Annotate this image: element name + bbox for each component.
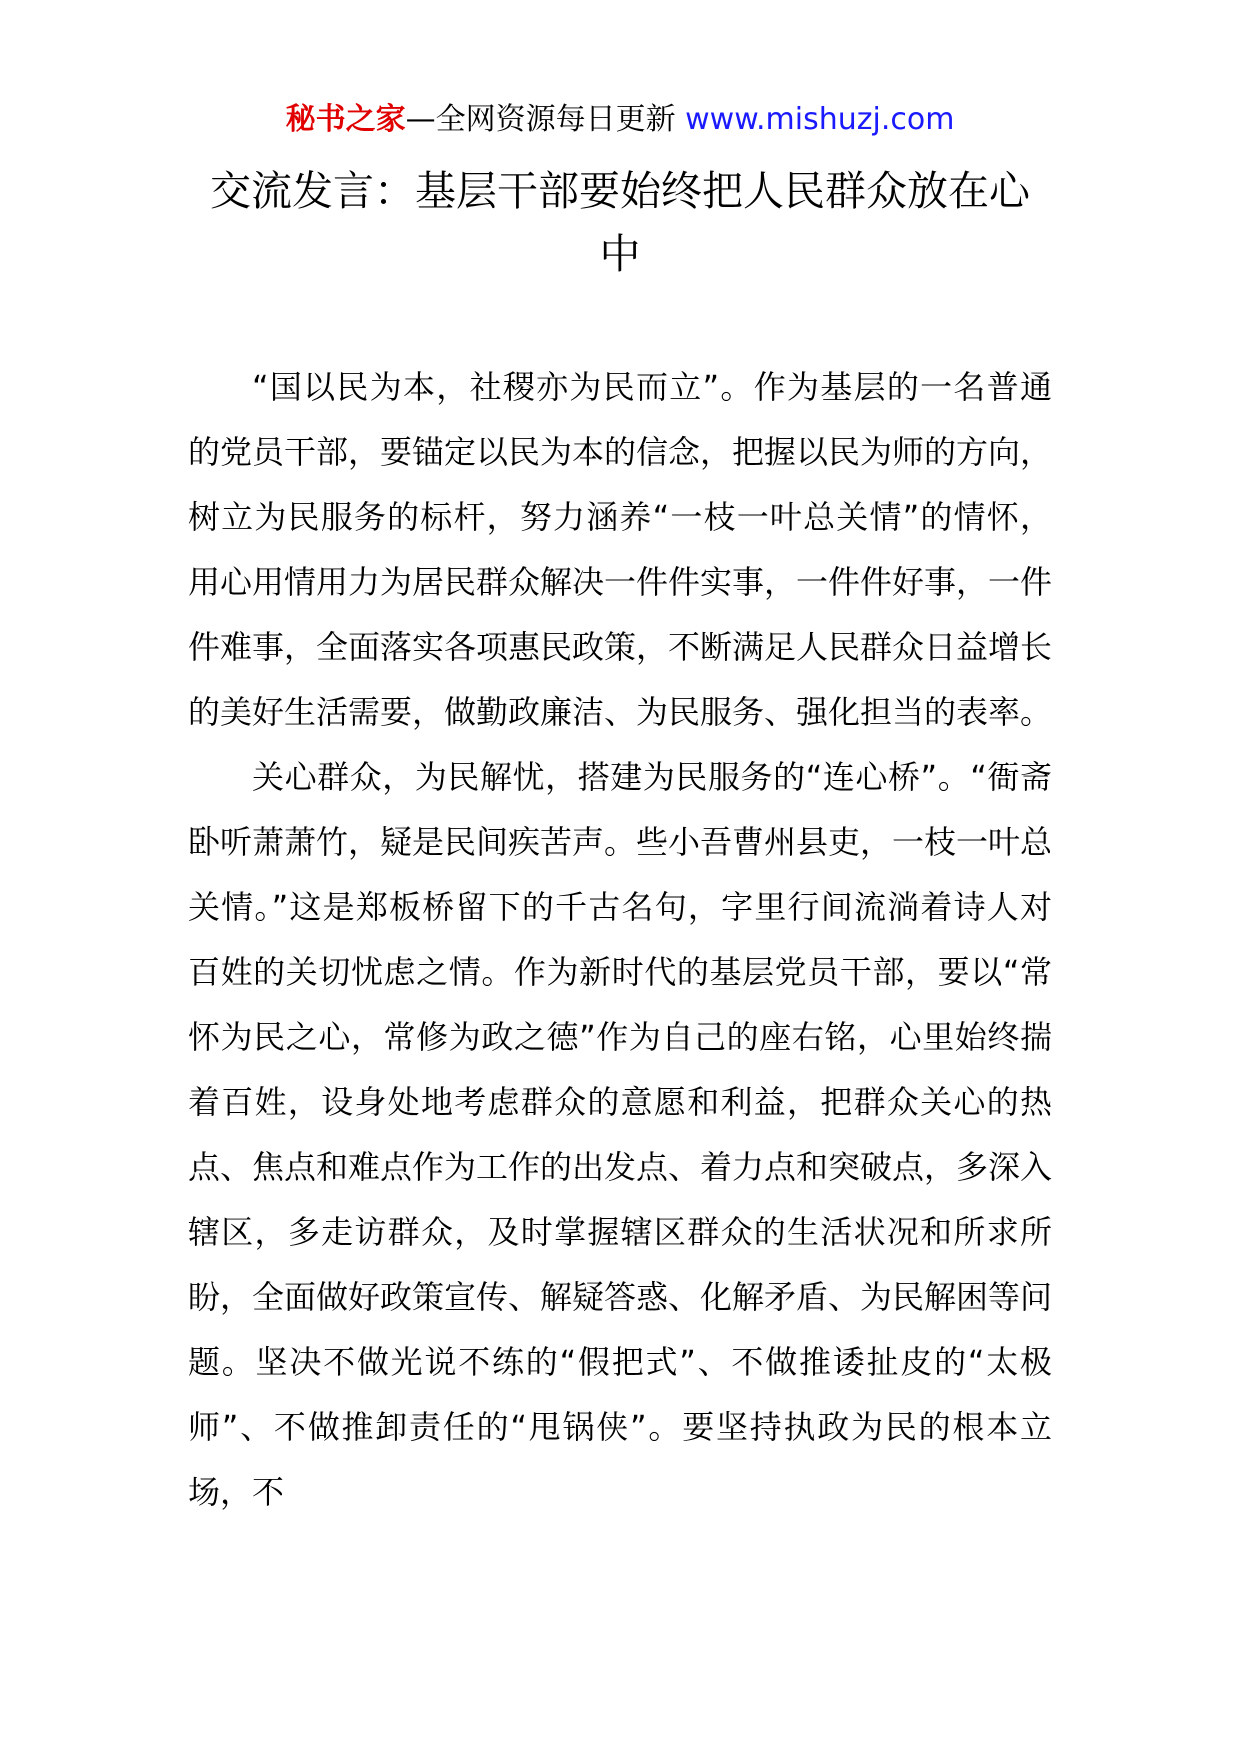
- document-body: [188, 355, 1052, 1525]
- paragraph: “国以民为本，社稷亦为民而立”。作为基层的一名普通的党员干部，要锚定以民为本的信念，把握以民为师的方向，树立为民服务的标杆，努力涵养“一枝一叶总关情”的情怀，用心用情用力为居民群众解决一件件实事，一件件好事，一件件难事，全面落实各项惠民政策，不断满足人民群众日益增长的美好生活需要，做勤政廉洁、为民服务、强化担当的表率。: [188, 368, 1053, 731]
- document-title: 交流发言：基层干部要始终把人民群众放在心中: [210, 167, 1030, 278]
- site-slogan: —全网资源每日更新: [405, 102, 686, 137]
- site-url-link[interactable]: www.mishuzj.com: [685, 102, 955, 137]
- site-brand: 秘书之家: [285, 102, 406, 137]
- paragraph: 关心群众，为民解忧，搭建为民服务的“连心桥”。“衙斋卧听萧萧竹，疑是民间疾苦声。些小吾曹州县吏，一枝一叶总关情。”这是郑板桥留下的千古名句，字里行间流淌着诗人对百姓的关切忧虑之情。作为新时代的基层党员干部，要以“常怀为民之心，常修为政之德”作为自己的座右铭，心里始终揣着百姓，设身处地考虑群众的意愿和利益，把群众关心的热点、焦点和难点作为工作的出发点、着力点和突破点，多深入辖区，多走访群众，及时掌握辖区群众的生活状况和所求所盼，全面做好政策宣传、解疑答惑、化解矛盾、为民解困等问题。坚决不做光说不练的“假把式”、不做推诿扯皮的“太极师”、不做推卸责任的“甩锅侠”。要坚持执政为民的根本立场，不: [188, 758, 1053, 1511]
- site-header: [0, 100, 1240, 140]
